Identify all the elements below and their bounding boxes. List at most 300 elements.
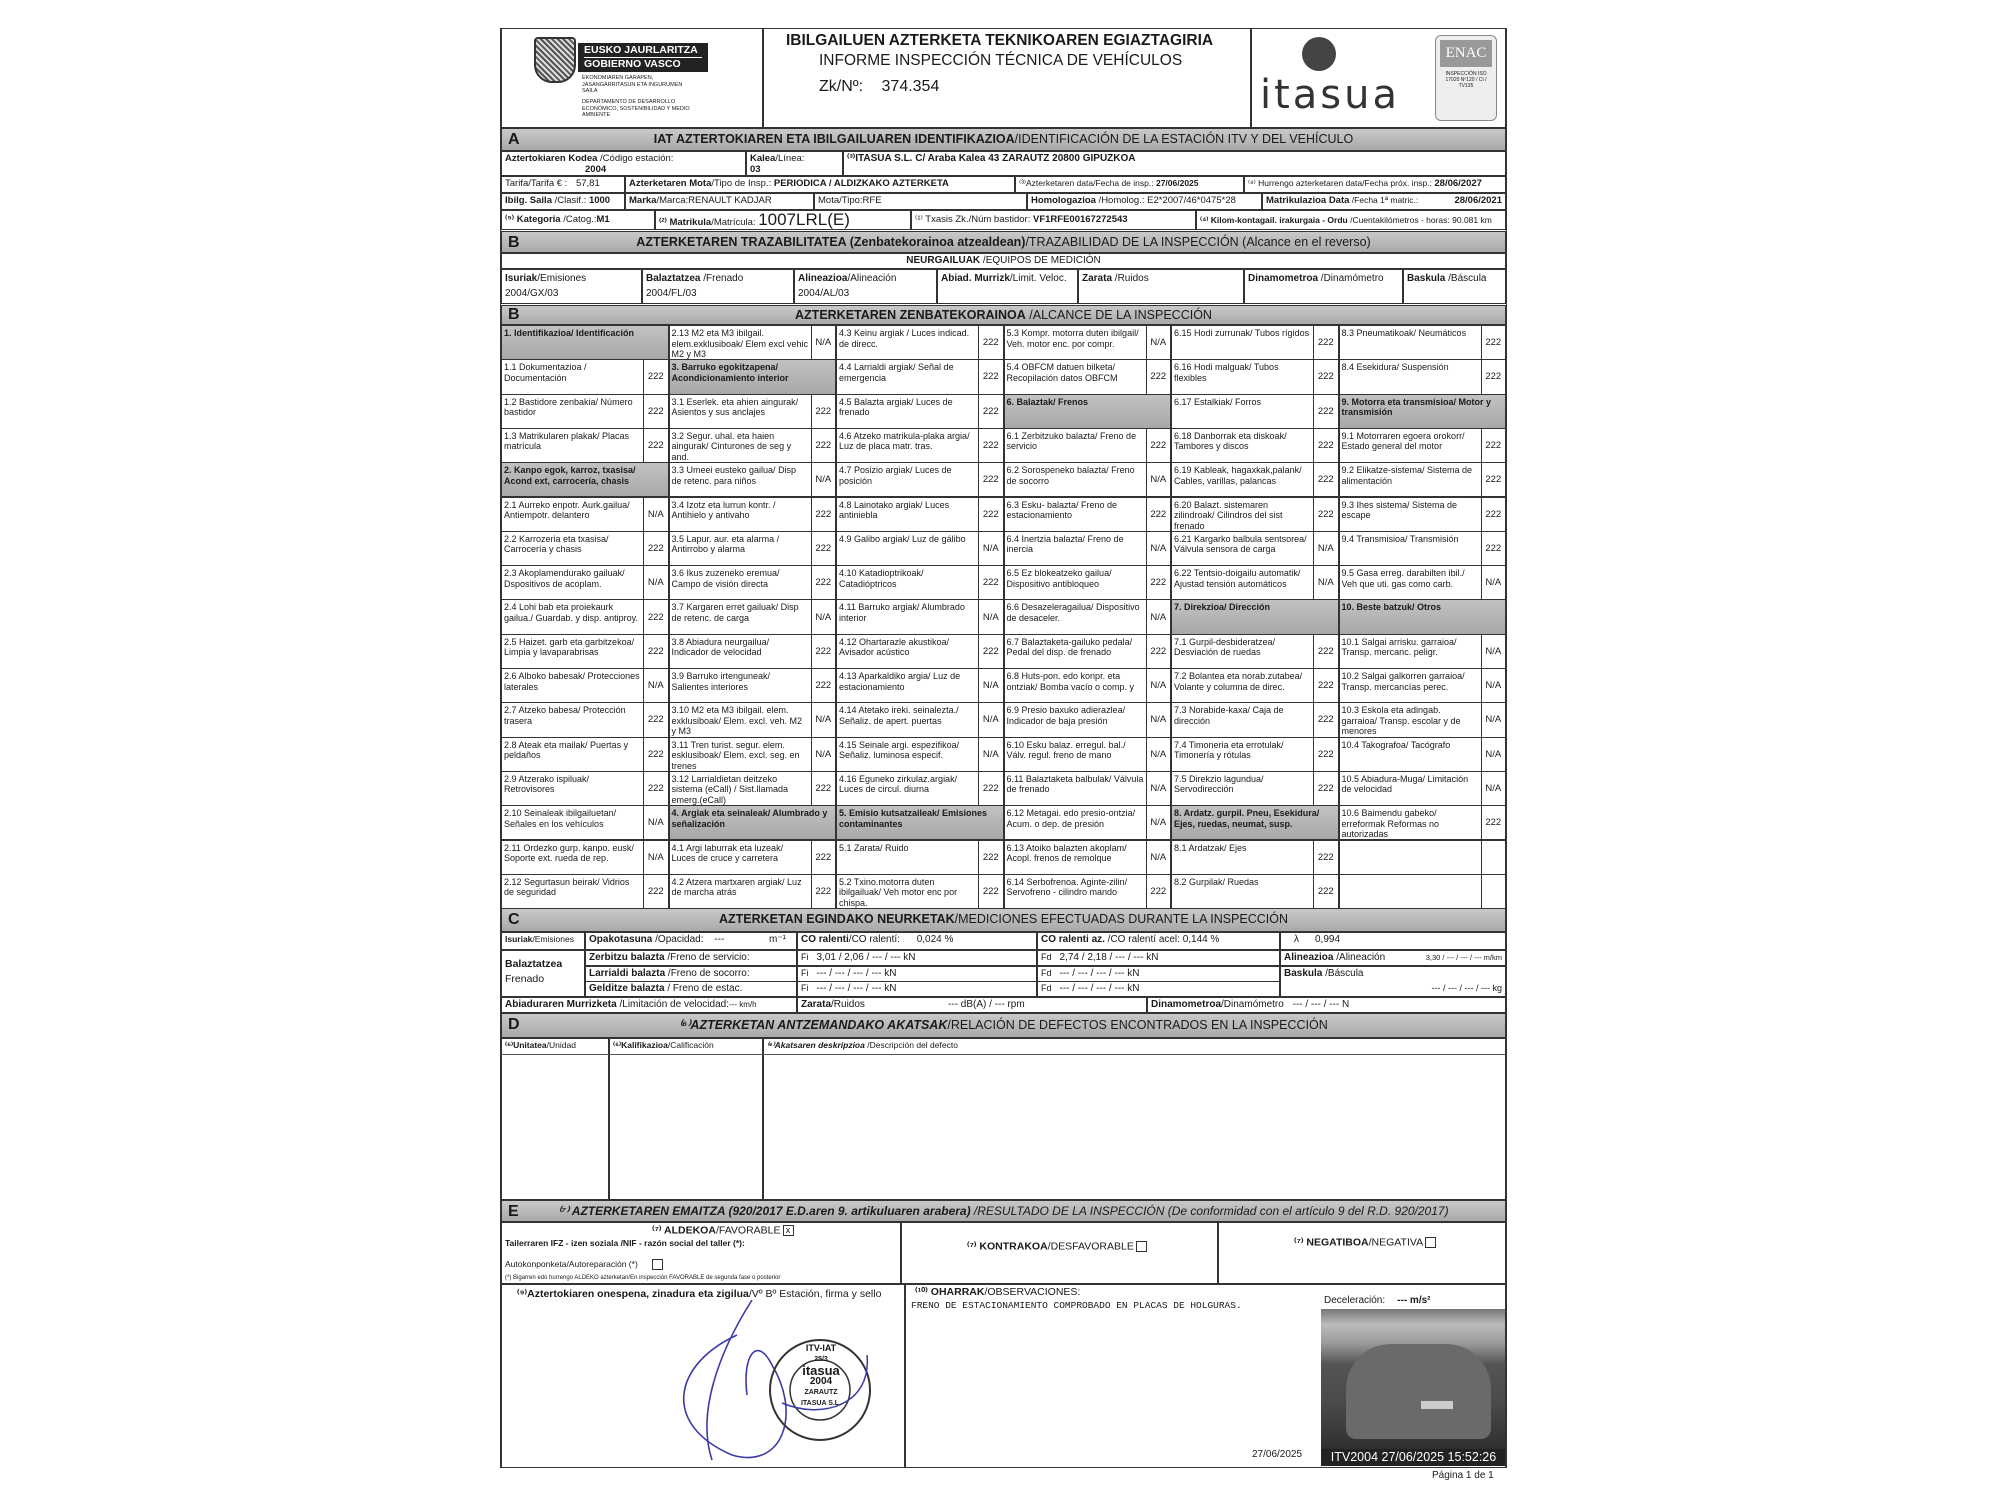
scope-item: 6.21 Kargarko balbula sentsorea/ Válvula sensora de carga (1171, 531, 1314, 566)
scope-item-result: N/A (1146, 668, 1172, 703)
scope-item: 4.6 Atzeko matrikula-plaka argia/ Luz de placa matr. tras. (836, 428, 979, 463)
scope-item-result: 222 (1481, 531, 1507, 566)
scope-item-result: 222 (1313, 668, 1339, 703)
class-value: 1000 (588, 195, 611, 206)
scope-item-result: N/A (1146, 599, 1172, 634)
scope-item: 5.2 Txino.motorra duten ibilgailuak/ Veh motor enc por chispa. (836, 874, 979, 909)
inspection-date-value: 27/06/2025 (1155, 178, 1199, 188)
scope-item: 6.16 Hodi malguak/ Tubos flexibles (1171, 359, 1314, 394)
scope-item-result: 222 (1146, 565, 1172, 600)
scope-item (1339, 874, 1482, 909)
scope-item: 8.1 Ardatzak/ Ejes (1171, 840, 1314, 875)
brake-label: Gelditze balazta / Freno de estac. (585, 981, 797, 997)
co-idle-field: CO ralenti/CO ralentí: 0,024 % (797, 932, 1037, 950)
scope-item: 3.9 Barruko irtenguneak/ Salientes interiores (669, 668, 812, 703)
equipment-value: 2004/FL/03 (646, 288, 697, 299)
brake-fd-value: 2,74 / 2,18 / --- / --- kN (1059, 952, 1159, 963)
favorable-checkbox[interactable]: x (783, 1225, 794, 1236)
equipment-6: Dinamometroa /Dinamómetro (1244, 269, 1403, 304)
scope-item: 9.3 Ihes sistema/ Sistema de escape (1339, 497, 1482, 532)
scope-group-header: 4. Argiak eta seinaleak/ Alumbrado y señalización (669, 805, 837, 840)
alignment-value: 3,30 / --- / --- / --- m/km (1425, 953, 1502, 962)
scope-item-result: N/A (811, 702, 837, 737)
scope-item: 2.6 Alboko babesak/ Protecciones laterales (501, 668, 644, 703)
opacity-unit: m⁻¹ (769, 934, 786, 945)
scope-item-result: 222 (1481, 805, 1507, 840)
section-b-header (501, 231, 1506, 253)
unfavorable-checkbox[interactable] (1136, 1241, 1147, 1252)
deceleration-value: --- m/s² (1397, 1295, 1431, 1306)
scope-item: 4.9 Galibo argiak/ Luz de gálibo (836, 531, 979, 566)
plate-field: ⁽²⁾ Matrikula/Matrícula: 1007LRL(E) (655, 210, 911, 230)
title-es: INFORME INSPECCIÓN TÉCNICA DE VEHÍCULOS (819, 52, 1183, 69)
scope-item-result: 222 (1481, 325, 1507, 360)
scope-item: 10.1 Salgai arrisku. garraioa/ Transp. mercanc. peligr. (1339, 634, 1482, 669)
scope-item-result: 222 (643, 737, 669, 772)
scope-item: 4.14 Atetako ireki. seinalezta./ Señaliz. de apert. puertas (836, 702, 979, 737)
registration-date-field: Matrikulazioa Data /Fecha 1ª matric.: 28/06/2021 (1262, 193, 1506, 210)
scope-item-result: N/A (1481, 668, 1507, 703)
section-title-eu: ⁽⁷⁾ AZTERKETAREN EMAITZA (920/2017 E.D.aren 9. artikuluaren arabera) (558, 1204, 971, 1218)
vehicle-photo (1321, 1309, 1506, 1466)
section-d-header (501, 1013, 1506, 1038)
scope-item-result: N/A (643, 497, 669, 532)
section-title-eu: AZTERKETAREN TRAZABILITATEA (Zenbatekorainoa atzealdean) (636, 235, 1026, 249)
brake-fi-value: --- / --- / --- / --- kN (816, 968, 897, 979)
section-title-es: /MEDICIONES EFECTUADAS DURANTE LA INSPECCIÓN (954, 912, 1289, 926)
scope-item-result: 222 (811, 668, 837, 703)
equipment-7: Baskula /Báscula (1403, 269, 1506, 304)
scope-item: 6.17 Estalkiak/ Forros (1171, 394, 1314, 429)
scope-item: 2.5 Haizet. garb eta garbitzekoa/ Limpia y lavaparabrisas (501, 634, 644, 669)
equipment-4: Abiad. Murrizk/Limit. Veloc. (937, 269, 1078, 304)
scope-item: 7.5 Direkzio lagundua/ Servodirección (1171, 771, 1314, 806)
brake-fi-value: --- / --- / --- / --- kN (816, 983, 897, 994)
scope-item-result: 222 (643, 359, 669, 394)
section-letter: E (508, 1203, 519, 1220)
section-e-header (501, 1200, 1506, 1222)
section-title-eu: ⁽⁶⁾AZTERKETAN ANTZEMANDAKO AKATSAK (679, 1018, 948, 1032)
scope-item: 3.2 Segur. uhal. eta haien aingurak/ Cinturones de seg y and. (669, 428, 812, 463)
scope-item-result: 222 (978, 462, 1004, 497)
opacity-field: Opakotasuna /Opacidad: --- m⁻¹ (585, 932, 797, 950)
scope-group-header: 9. Motorra eta transmisioa/ Motor y transmisión (1339, 394, 1507, 429)
scope-item-result: N/A (811, 599, 837, 634)
scope-item-result: N/A (811, 737, 837, 772)
lambda-value: 0,994 (1315, 934, 1341, 945)
section-b2-header (501, 305, 1506, 325)
brake-fd-value: --- / --- / --- / --- kN (1059, 983, 1140, 994)
scope-item-result: N/A (1146, 737, 1172, 772)
scope-item-result: 222 (811, 840, 837, 875)
scope-item: 5.3 Kompr. motorra duten ibilgail/ Veh. motor enc. por compr. (1004, 325, 1147, 360)
scope-item: 4.15 Seinale argi. espezifikoa/ Señaliz. luminosa especif. (836, 737, 979, 772)
scope-item: 3.8 Abiadura neurgailua/ Indicador de velocidad (669, 634, 812, 669)
equipment-value: 2004/GX/03 (505, 288, 559, 299)
scope-item-result: 222 (1313, 497, 1339, 532)
section-title-es: /TRAZABILIDAD DE LA INSPECCIÓN (Alcance en el reverso) (1025, 235, 1371, 249)
scope-item-result: N/A (811, 325, 837, 360)
stamp-text: ITV-IAT 25/3 itasua 2004 ZARAUTZ ITASUA S.L. (800, 1343, 842, 1407)
scope-item: 1.3 Matrikularen plakak/ Placas matrícula (501, 428, 644, 463)
make-value: RENAULT KADJAR (688, 195, 772, 206)
scope-item: 3.10 M2 eta M3 ibilgail. elem. exklusiboak/ Elem. excl. veh. M2 y M3 (669, 702, 812, 737)
equipment-title: NEURGAILUAK /EQUIPOS DE MEDICIÓN (501, 253, 1506, 269)
scope-item-result: 222 (811, 428, 837, 463)
enac-badge (1435, 35, 1497, 121)
scope-item-result: 222 (978, 874, 1004, 909)
scope-item: 10.2 Salgai galkorren garraioa/ Transp. mercancías perec. (1339, 668, 1482, 703)
scope-item-result: 222 (811, 531, 837, 566)
scope-item: 7.2 Bolantea eta norab.zutabea/ Volante y columna de direc. (1171, 668, 1314, 703)
scope-item-result: N/A (1146, 771, 1172, 806)
license-plate (1421, 1401, 1453, 1409)
itasua-emblem-icon (1302, 37, 1336, 71)
scope-item: 6.5 Ez blokeatzeko gailua/ Dispositivo antibloqueo (1004, 565, 1147, 600)
scope-item-result: N/A (978, 531, 1004, 566)
observations-cell: ⁽¹⁰⁾ OHARRAK/OBSERVACIONES: FRENO DE ESTACIONAMIENTO COMPROBADO EN PLACAS DE HOLGURAS. Deceleración: --- m/s² 27/06/2025 ITV2004 27/06/2025 15:52:26 (905, 1284, 1506, 1468)
brake-fd-value: --- / --- / --- / --- kN (1059, 968, 1140, 979)
scope-item-result: 222 (978, 325, 1004, 360)
homologation-value: E2*2007/46*0475*28 (1147, 195, 1236, 206)
scope-item: 7.3 Norabide-kaxa/ Caja de dirección (1171, 702, 1314, 737)
scope-item-result: N/A (811, 462, 837, 497)
scope-item: 4.7 Posizio argiak/ Luces de posición (836, 462, 979, 497)
inspection-type-value: PERIODICA / ALDIZKAKO AZTERKETA (773, 178, 949, 189)
station-code-field: Aztertokiaren Kodea /Código estación: 2004 (501, 151, 746, 176)
vin-field: ⁽¹⁾ Txasis Zk./Núm bastidor: VF1RFE00167272543 (911, 210, 1196, 230)
enac-logo: ENAC (1440, 40, 1492, 67)
scope-item: 3.12 Larrialdietan deitzeko sistema (eCall) / Sist.llamada emerg.(eCall) (669, 771, 812, 806)
scope-item: 6.3 Esku- balazta/ Freno de estacionamiento (1004, 497, 1147, 532)
section-title-es: /IDENTIFICACIÓN DE LA ESTACIÓN ITV Y DEL VEHÍCULO (1014, 132, 1354, 146)
scope-item-result: 222 (811, 874, 837, 909)
scope-item: 3.7 Kargaren erret gailuak/ Disp de retenc. de carga (669, 599, 812, 634)
scope-item: 10.5 Abiadura-Muga/ Limitación de velocidad (1339, 771, 1482, 806)
itasua-logo-cell (1251, 28, 1506, 128)
scope-item: 9.2 Elikatze-sistema/ Sistema de alimentación (1339, 462, 1482, 497)
section-letter: A (508, 131, 520, 148)
next-inspection-field: ⁽⁸⁾ Hurrengo azterketaren data/Fecha próx. insp.: 28/06/2027 (1244, 176, 1506, 193)
scope-item: 10.6 Baimendu gabeko/ erreformak Reformas no autorizadas (1339, 805, 1482, 840)
section-title-es: /RESULTADO DE LA INSPECCIÓN (De conformidad con el artículo 9 del R.D. 920/2017) (970, 1204, 1449, 1218)
scope-item: 4.13 Aparkaldiko argia/ Luz de estacionamiento (836, 668, 979, 703)
scope-item: 4.3 Keinu argiak / Luces indicad. de direcc. (836, 325, 979, 360)
equipment-1: Isuriak/Emisiones 2004/GX/03 (501, 269, 642, 304)
section-title-es: /ALCANCE DE LA INSPECCIÓN (1025, 308, 1212, 322)
scope-item-result: N/A (1313, 565, 1339, 600)
negative-result-cell: ⁽⁷⁾ NEGATIBOA/NEGATIVA (1218, 1222, 1506, 1284)
scope-item: 2.13 M2 eta M3 ibilgail. elem.exklusiboak/ Elem excl vehic M2 y M3 (669, 325, 812, 360)
scope-item-result: N/A (643, 565, 669, 600)
scope-item-result: 222 (643, 702, 669, 737)
scope-item: 4.10 Katadioptrikoak/ Catadióptricos (836, 565, 979, 600)
scope-item-result: N/A (1481, 771, 1507, 806)
scope-item-result: 222 (1313, 634, 1339, 669)
alignment-field: Alineazioa /Alineación 3,30 / --- / --- / --- m/km (1280, 950, 1506, 966)
scope-item-result: 222 (978, 565, 1004, 600)
brake-label: Zerbitzu balazta /Freno de servicio: (585, 950, 797, 966)
scope-item-result: 222 (811, 771, 837, 806)
scope-item: 1.1 Dokumentazioa / Documentación (501, 359, 644, 394)
scope-item-result: 222 (811, 497, 837, 532)
scope-item-result: 222 (811, 565, 837, 600)
scope-item-result: 222 (1313, 737, 1339, 772)
scope-item: 6.9 Presio baxuko adierazlea/ Indicador de baja presión (1004, 702, 1147, 737)
scope-item: 4.12 Ohartarazle akustikoa/ Avisador acústico (836, 634, 979, 669)
scope-item-result: 222 (1146, 874, 1172, 909)
brake-fi-value: 3,01 / 2,06 / --- / --- kN (816, 952, 916, 963)
gov-name-block (578, 43, 708, 72)
scope-group-header: 6. Balaztak/ Frenos (1004, 394, 1172, 429)
self-repair-label: Autokonponketa/Autoreparación (*) (505, 1259, 663, 1270)
scope-item-result: 222 (1146, 428, 1172, 463)
negative-checkbox[interactable] (1425, 1237, 1436, 1248)
scope-group-header: 7. Direkzioa/ Dirección (1171, 599, 1339, 634)
section-a-header (501, 128, 1506, 151)
section-c-header (501, 908, 1506, 932)
brake-fd-field: Fd --- / --- / --- / --- kN (1037, 981, 1280, 997)
equipment-2: Balaztatzea /Frenado 2004/FL/03 (642, 269, 794, 304)
tariff-field: Tarifa/Tarifa € : 57,81 (501, 176, 625, 193)
scope-item-result: 222 (643, 599, 669, 634)
opacity-value: --- (714, 934, 725, 945)
section-title-eu: IAT AZTERTOKIAREN ETA IBILGAILUAREN IDENTIFIKAZIOA (653, 132, 1015, 146)
scope-item-result: 222 (643, 531, 669, 566)
scope-item: 9.1 Motorraren egoera orokorr/ Estado general del motor (1339, 428, 1482, 463)
scope-item-result: N/A (1313, 531, 1339, 566)
dept-eu: EKONOMIAREN GARAPEN, JASANGARRITASUN ETA INGURUMEN SAILA (582, 75, 683, 94)
scope-item-result: 222 (643, 394, 669, 429)
scope-item-result (1481, 840, 1507, 875)
scope-item-result: 222 (1313, 771, 1339, 806)
make-field: Marka/Marca:RENAULT KADJAR (625, 193, 814, 210)
scope-item-result: N/A (978, 599, 1004, 634)
defects-rating-column: ⁽⁶⁾Kalifikazioa/Calificación (609, 1038, 763, 1200)
scope-item-result: 222 (643, 428, 669, 463)
brake-fi-field: Fi --- / --- / --- / --- kN (797, 981, 1037, 997)
emissions-label: Isuriak/Emisiones (501, 932, 585, 950)
scope-item-result: 222 (1313, 325, 1339, 360)
scope-item-result: N/A (978, 668, 1004, 703)
scope-item: 10.4 Takografoa/ Tacógrafo (1339, 737, 1482, 772)
photo-caption: ITV2004 27/06/2025 15:52:26 (1321, 1449, 1506, 1466)
scope-item: 8.2 Gurpilak/ Ruedas (1171, 874, 1314, 909)
scope-item-result: N/A (978, 702, 1004, 737)
scope-item: 6.18 Danborrak eta diskoak/ Tambores y discos (1171, 428, 1314, 463)
dynamometer-field: Dinamometroa/Dinamómetro --- / --- / --- N (1147, 997, 1506, 1013)
scope-item: 6.15 Hodi zurrunak/ Tubos rígidos (1171, 325, 1314, 360)
enac-accreditation: INSPECCIÓN ISO 17020 Nº120 / CI / TV135 (1445, 71, 1487, 89)
scale-value: --- / --- / --- / --- kg (1431, 983, 1502, 993)
scope-item-result: 222 (978, 394, 1004, 429)
type-field: Mota/Tipo:RFE (814, 193, 1027, 210)
dynamometer-value: --- / --- / --- N (1292, 999, 1350, 1010)
scope-item-result: 222 (643, 874, 669, 909)
deceleration-field: Deceleración: --- m/s² (1324, 1295, 1431, 1306)
scope-item-result: N/A (1481, 737, 1507, 772)
scope-item: 6.11 Balaztaketa balbulak/ Válvula de frenado (1004, 771, 1147, 806)
unfavorable-result-cell: ⁽⁷⁾ KONTRAKOA/DESFAVORABLE (901, 1222, 1218, 1284)
report-title-cell (763, 28, 1251, 128)
scope-item-result: 222 (643, 771, 669, 806)
noise-value: --- dB(A) / --- rpm (948, 999, 1025, 1010)
defects-description-column: ⁽⁶⁾Akatsaren deskripzioa /Descripción del defecto (763, 1038, 1506, 1200)
brake-fd-field: Fd --- / --- / --- / --- kN (1037, 966, 1280, 982)
scope-item: 6.1 Zerbitzuko balazta/ Freno de servicio (1004, 428, 1147, 463)
braking-label: Balaztatzea Frenado (501, 950, 585, 997)
scope-item-result: N/A (1146, 325, 1172, 360)
odometer-field: ⁽⁴⁾ Kilom-kontagail. irakurgaia - Ordu /Cuentakilómetros - horas: 90.081 km (1196, 210, 1506, 230)
scope-item: 2.3 Akoplamendurako gailuak/ Dspositivos de acoplam. (501, 565, 644, 600)
scope-item: 6.4 Inertzia balazta/ Freno de inercia (1004, 531, 1147, 566)
scope-item-result: 222 (1313, 359, 1339, 394)
scope-item: 4.11 Barruko argiak/ Alumbrado interior (836, 599, 979, 634)
scope-item-result: 222 (811, 634, 837, 669)
scope-item: 9.4 Transmisioa/ Transmisión (1339, 531, 1482, 566)
defects-header-divider (501, 1054, 1506, 1055)
scope-item: 3.6 Ikus zuzeneko eremua/ Campo de visión directa (669, 565, 812, 600)
scope-item-result: N/A (1146, 805, 1172, 840)
scope-item-result: N/A (1481, 634, 1507, 669)
scope-item-result: 222 (1313, 840, 1339, 875)
scope-item: 6.19 Kableak, hagaxkak,palank/ Cables, varillas, palancas (1171, 462, 1314, 497)
gov-name-eu: EUSKO JAURLARITZA (584, 44, 698, 56)
observations-text: FRENO DE ESTACIONAMIENTO COMPROBADO EN PLACAS DE HOLGURAS. (911, 1300, 1242, 1311)
scope-item-result: 222 (978, 771, 1004, 806)
scope-item-result: N/A (1146, 702, 1172, 737)
scope-item: 6.12 Metagai. edo presio-ontzia/ Acum. o dep. de presión (1004, 805, 1147, 840)
scope-item: 4.1 Argi laburrak eta luzeak/ Luces de cruce y carretera (669, 840, 812, 875)
scope-item: 6.13 Atoiko balazten akoplam/ Acopl. frenos de remolque (1004, 840, 1147, 875)
noise-field: Zarata/Ruidos --- dB(A) / --- rpm (797, 997, 1147, 1013)
scope-item (1339, 840, 1482, 875)
inspection-date-field: ⁽³⁾Azterketaren data/Fecha de insp.: 27/06/2025 (1015, 176, 1244, 193)
co-idle-value: 0,024 % (916, 934, 954, 945)
scope-item: 5.4 OBFCM datuen bilketa/ Recopilación datos OBFCM (1004, 359, 1147, 394)
scale-field: Baskula /Báscula --- / --- / --- / --- kg (1280, 966, 1506, 997)
scope-group-header: 10. Beste batzuk/ Otros (1339, 599, 1507, 634)
scope-item-result: 222 (1146, 359, 1172, 394)
homologation-field: Homologazioa /Homolog.: E2*2007/46*0475*28 (1027, 193, 1262, 210)
tariff-value: 57,81 (575, 178, 600, 189)
station-code-value: 2004 (585, 164, 607, 175)
registration-date-value: 28/06/2021 (1454, 195, 1502, 206)
scope-item-result: 222 (978, 840, 1004, 875)
scope-item: 2.9 Atzerako ispiluak/ Retrovisores (501, 771, 644, 806)
scope-item: 2.11 Ordezko gurp. kanpo. eusk/ Soporte ext. rueda de rep. (501, 840, 644, 875)
scope-item-result: 222 (1146, 634, 1172, 669)
section-title-eu: AZTERKETAN EGINDAKO NEURKETAK (718, 912, 955, 926)
scope-item: 4.5 Balazta argiak/ Luces de frenado (836, 394, 979, 429)
scope-item-result: 222 (643, 634, 669, 669)
itasua-logo: itasua (1260, 72, 1401, 118)
scope-item-result: 222 (978, 359, 1004, 394)
section-letter: D (508, 1016, 520, 1033)
speed-limit-field: Abiaduraren Murrizketa /Limitación de velocidad:--- km/h (501, 997, 797, 1013)
scope-group-header: 2. Kanpo egok, karroz, txasisa/ Acond ext, carrocería, chasis (501, 462, 669, 497)
scope-item: 8.4 Esekidura/ Suspensión (1339, 359, 1482, 394)
scope-item-result: 222 (978, 497, 1004, 532)
scope-group-header: 1. Identifikazioa/ Identificación (501, 325, 669, 360)
class-field: Ibilg. Saila /Clasif.: 1000 (501, 193, 625, 210)
scope-item-result: 222 (1313, 702, 1339, 737)
scope-item-result: N/A (1146, 462, 1172, 497)
favorable-result-cell: ⁽⁷⁾ ALDEKOA/FAVORABLE x Tailerraren IFZ - izen soziala /NIF - razón social del taller (*): Autokonponketa/Autoreparación (*) (*) Bigarren edo hurrengo ALDEKO azterketan/En inspección FAVORABLE de segunda fase o posterior (501, 1222, 901, 1284)
scope-item: 6.6 Desazeleragailua/ Dispositivo de desaceler. (1004, 599, 1147, 634)
scope-item: 6.2 Sorospeneko balazta/ Freno de socorro (1004, 462, 1147, 497)
scope-item-result: N/A (1481, 702, 1507, 737)
scope-item-result: 222 (811, 394, 837, 429)
dept-es: DEPARTAMENTO DE DESARROLLO ECONÓMICO, SOSTENIBILIDAD Y MEDIO AMBIENTE (582, 99, 690, 118)
scope-item: 10.3 Eskola eta adingab. garraioa/ Transp. escolar y de menores (1339, 702, 1482, 737)
scope-item-result: N/A (1481, 565, 1507, 600)
scope-item-result: N/A (643, 805, 669, 840)
equipment-3: Alineazioa/Alineación 2004/AL/03 (794, 269, 937, 304)
station-address: ⁽³⁾ITASUA S.L. C/ Araba Kalea 43 ZARAUTZ 20800 GIPUZKOA (843, 151, 1506, 176)
gov-name-es: GOBIERNO VASCO (584, 57, 702, 71)
scope-item: 3.11 Tren turist. segur. elem. esklusiboak/ Elem. excl. seg. en trenes (669, 737, 812, 772)
scope-item-result: 222 (1313, 462, 1339, 497)
scope-item: 1.2 Bastidore zenbakia/ Número bastidor (501, 394, 644, 429)
section-letter: B (508, 234, 520, 251)
line-value: 03 (750, 164, 761, 175)
scope-item: 6.14 Serbofrenoa. Aginte-zilin/ Servofreno - cilindro mando (1004, 874, 1147, 909)
scope-item: 3.4 Izotz eta lurrun kontr. / Antihielo y antivaho (669, 497, 812, 532)
report-number: 374.354 (881, 78, 940, 95)
gov-logo-cell (501, 28, 763, 128)
scope-item: 9.5 Gasa erreg. darabilten ibil./ Veh que uti. gas como carb. (1339, 565, 1482, 600)
scope-item-result: 222 (1313, 874, 1339, 909)
scope-item: 6.7 Balaztaketa-gailuko pedala/ Pedal del disp. de frenado (1004, 634, 1147, 669)
section-title-eu: AZTERKETAREN ZENBATEKORAINOA (795, 308, 1026, 322)
scope-item-result: N/A (643, 668, 669, 703)
print-date: 27/06/2025 (1252, 1449, 1303, 1460)
scope-group-header: 5. Emisio kutsatzaileak/ Emisiones contaminantes (836, 805, 1004, 840)
equipment-5: Zarata /Ruidos (1078, 269, 1244, 304)
report-number-label: Zk/Nº: (819, 78, 864, 95)
scope-item-result: 222 (978, 634, 1004, 669)
scope-group-header: 3. Barruko egokitzapena/ Acondicionamiento interior (669, 359, 837, 394)
brake-fd-field: Fd 2,74 / 2,18 / --- / --- kN (1037, 950, 1280, 966)
scope-item: 2.2 Karrozeria eta txasisa/ Carrocería y chasis (501, 531, 644, 566)
station-signature-cell: ⁽⁹⁾Aztertokiaren onespena, zinadura eta zigilua/Vº Bº Estación, firma y sello ITV-IAT 25/3 itasua 2004 ZARAUTZ ITASUA S.L. (501, 1284, 905, 1468)
self-repair-checkbox[interactable] (652, 1259, 663, 1270)
line-field: Kalea/Línea: 03 (746, 151, 843, 176)
scope-item: 4.16 Eguneko zirkulaz.argiak/ Luces de circul. diurna (836, 771, 979, 806)
scope-item-result: 222 (1146, 497, 1172, 532)
equipment-value: 2004/AL/03 (798, 288, 850, 299)
brake-fi-field: Fi 3,01 / 2,06 / --- / --- kN (797, 950, 1037, 966)
scope-item: 2.7 Atzeko babesa/ Protección trasera (501, 702, 644, 737)
favorable-footnote: (*) Bigarren edo hurrengo ALDEKO azterketan/En inspección FAVORABLE de segunda fase o posterior (505, 1275, 781, 1281)
scope-item: 4.2 Atzera martxaren argiak/ Luz de marcha atrás (669, 874, 812, 909)
scope-item: 2.1 Aurreko enpotr. Aurk.gailua/ Antiempotr. delantero (501, 497, 644, 532)
scope-item: 7.4 Timoneria eta errotulak/ Timonería y rótulas (1171, 737, 1314, 772)
brake-fi-field: Fi --- / --- / --- / --- kN (797, 966, 1037, 982)
odometer-value: 90.081 km (1452, 215, 1492, 225)
scope-item-result: N/A (643, 840, 669, 875)
scope-item-result: N/A (978, 737, 1004, 772)
scope-item-result: 222 (1481, 462, 1507, 497)
scope-item: 8.3 Pneumatikoak/ Neumáticos (1339, 325, 1482, 360)
scope-item: 3.3 Umeei eusteko gailua/ Disp de retenc. para niños (669, 462, 812, 497)
scope-item-result: N/A (1146, 840, 1172, 875)
co-accel-field: CO ralenti az. /CO ralentí acel: 0,144 % (1037, 932, 1280, 950)
coat-of-arms-icon (534, 37, 576, 83)
scope-item: 2.4 Lohi bab eta proiekaurk gailua./ Guardab. y disp. antiproy. (501, 599, 644, 634)
scope-item: 3.5 Lapur. aur. eta alarma / Antirrobo y alarma (669, 531, 812, 566)
